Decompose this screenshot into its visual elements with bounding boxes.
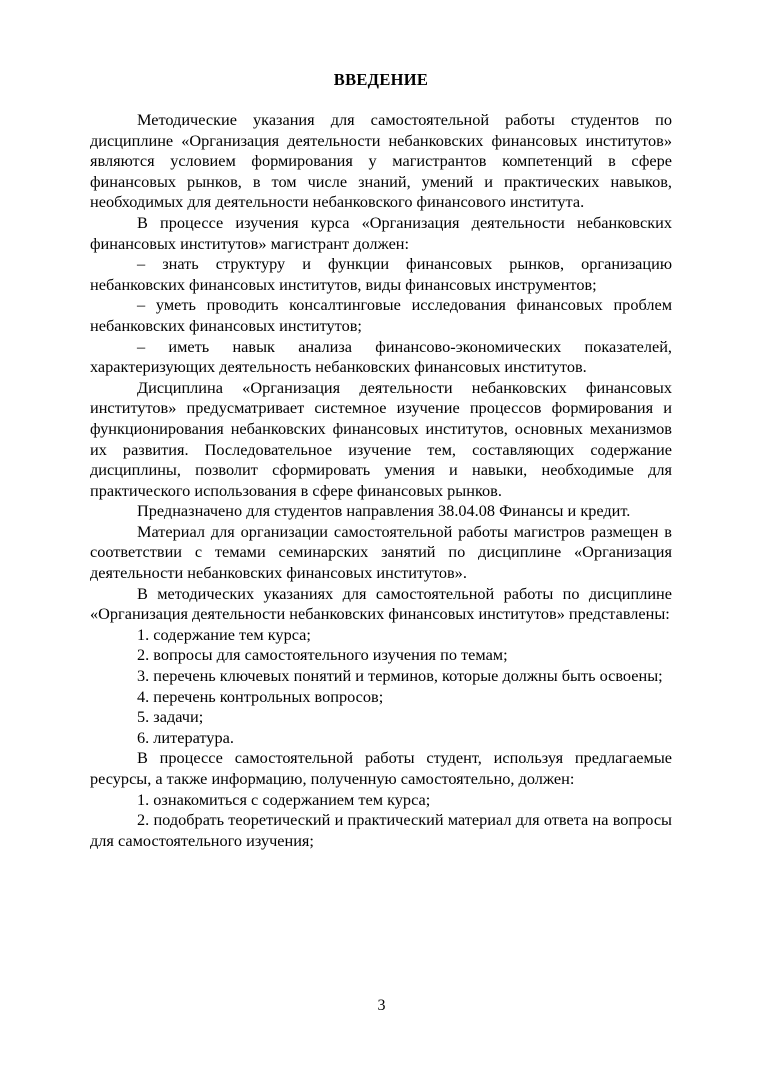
paragraph-material: Материал для организации самостоятельной работы магистров размещен в соответствии с темами семинарских занятий по дисциплине «Организация деятельности небанковских финансовых институтов».: [90, 521, 672, 583]
list-item-skill: – иметь навык анализа финансово-экономических показателей, характеризующих деятельность небанковских финансовых институтов.: [90, 336, 672, 377]
task-item-1: 1. ознакомиться с содержанием тем курса;: [137, 789, 431, 809]
paragraph-presented: В методических указаниях для самостоятельной работы по дисциплине «Организация деятельности небанковских финансовых институтов» представлены:: [90, 583, 672, 624]
list-item-3: 3. перечень ключевых понятий и терминов, которые должны быть освоены;: [137, 666, 663, 686]
list-item-5: 5. задачи;: [137, 707, 204, 727]
page-title: ВВЕДЕНИЕ: [333, 70, 429, 89]
list-item-know: – знать структуру и функции финансовых рынков, организацию небанковских финансовых институтов, виды финансовых инструментов;: [90, 254, 672, 294]
list-item-2: 2. вопросы для самостоятельного изучения по темам;: [137, 645, 508, 665]
list-item-4: 4. перечень контрольных вопросов;: [137, 686, 384, 706]
task-item-2: 2. подобрать теоретический и практический материал для ответа на вопросы для самостоятельного изучения;: [90, 810, 672, 850]
paragraph-intro: Методические указания для самостоятельной работы студентов по дисциплине «Организация деятельности небанковских финансовых институтов» являются условием формирования у магистрантов компетенций в сфере финансовых рынков, в том числе знаний, умений и практических навыков, необходимых для деятельности небанковского финансового института.: [90, 110, 672, 212]
list-item-1: 1. содержание тем курса;: [137, 624, 311, 644]
page-number: 3: [377, 997, 386, 1014]
document-page: [90, 70, 672, 851]
paragraph-student-must: В процессе самостоятельной работы студент, используя предлагаемые ресурсы, а также информацию, полученную самостоятельно, должен:: [90, 748, 672, 788]
list-item-able: – уметь проводить консалтинговые исследования финансовых проблем небанковских финансовых институтов;: [90, 295, 672, 335]
list-item-6: 6. литература.: [137, 727, 234, 747]
paragraph-intended-for: Предназначено для студентов направления 38.04.08 Финансы и кредит.: [137, 501, 631, 521]
paragraph-discipline: Дисциплина «Организация деятельности небанковских финансовых институтов» предусматривает системное изучение процессов формирования и функционирования небанковских финансовых институтов, основных механизмов их развития. Последовательное изучение тем, составляющих содержание дисциплины, позволит сформировать умения и навыки, необходимые для практического использования в сфере финансовых рынков.: [90, 377, 672, 500]
paragraph-course-process: В процессе изучения курса «Организация деятельности небанковских финансовых институтов» магистрант должен:: [90, 212, 672, 253]
